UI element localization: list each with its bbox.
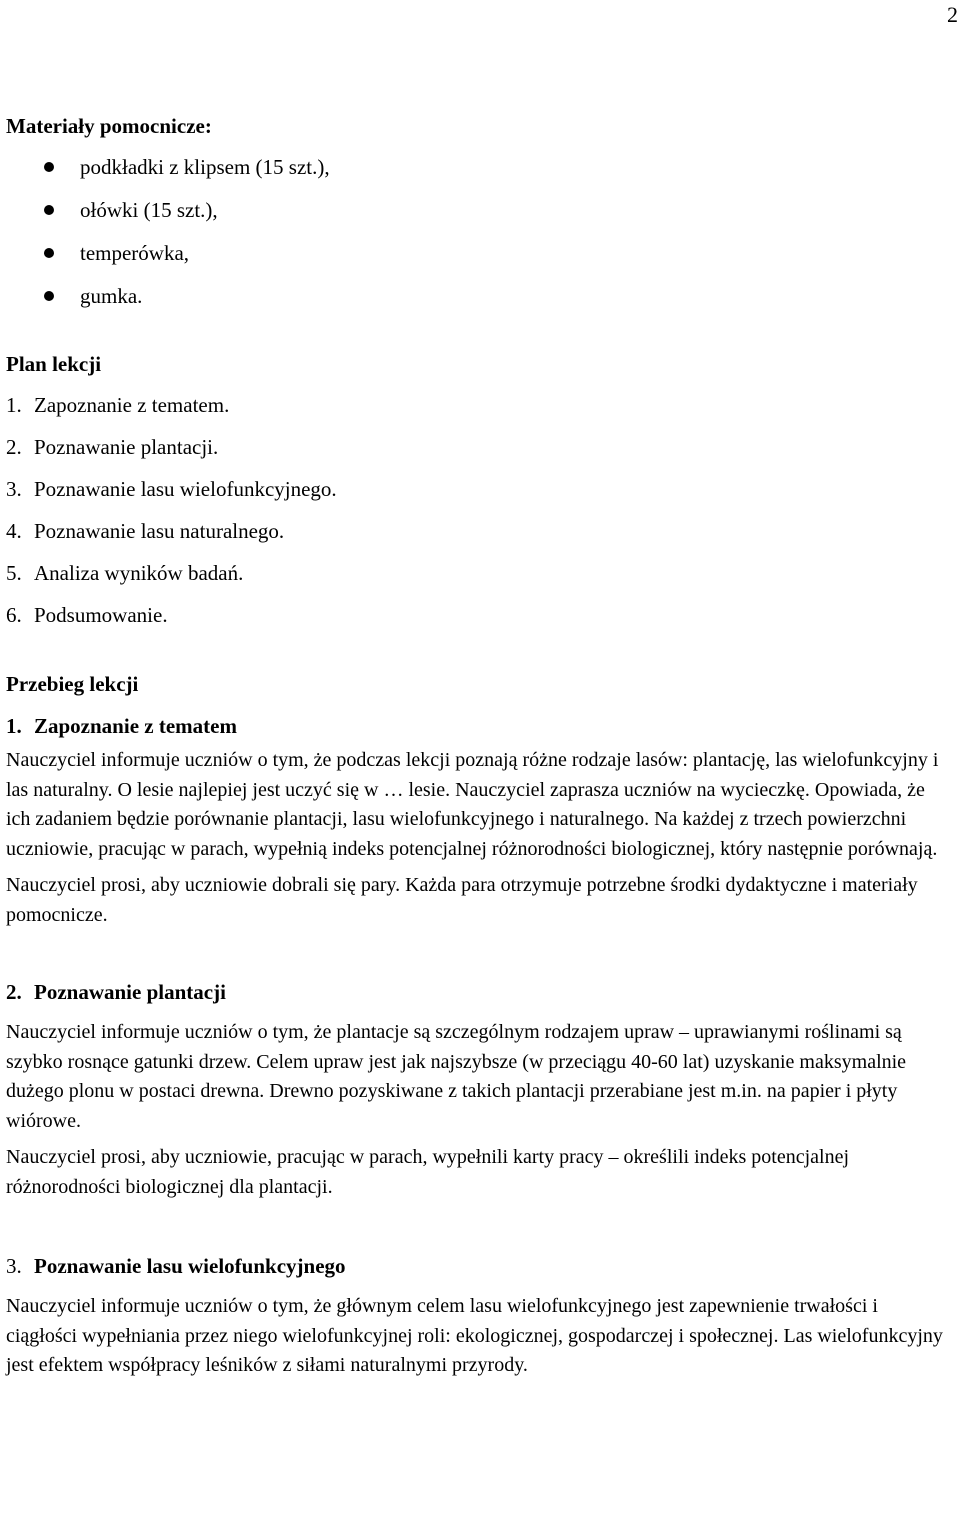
list-item-text: podkładki z klipsem (15 szt.),	[80, 155, 330, 179]
item-number: 1.	[6, 393, 22, 417]
list-item-text: ołówki (15 szt.),	[80, 198, 218, 222]
item-number: 4.	[6, 519, 22, 543]
page-number: 2	[947, 2, 958, 27]
section-number: 2.	[6, 980, 22, 1004]
section-heading	[6, 1252, 954, 1280]
list-item	[6, 283, 954, 326]
section-title: Poznawanie plantacji	[34, 980, 226, 1004]
materials-heading: Materiały pomocnicze:	[6, 114, 212, 138]
course-heading: Przebieg lekcji	[6, 672, 139, 696]
paragraph: Nauczyciel informuje uczniów o tym, że podczas lekcji poznają różne rodzaje lasów: plantację, las wielofunkcyjny i las naturalny. O lesie najlepiej jest uczyć się w … lesie. Nauczyciel zaprasza uczniów na wycieczkę. Opowiada, że ich zadaniem będzie porównanie plantacji, lasu wielofunkcyjnego i naturalnego. Na każdej z trzech powierzchni uczniowie, pracując w parach, wypełnią indeks potencjalnej różnorodności biologicznej, który następnie porównają.	[6, 749, 939, 860]
paragraph: Nauczyciel informuje uczniów o tym, że głównym celem lasu wielofunkcyjnego jest zapewnienie trwałości i ciągłości wypełniania przez niego wielofunkcyjnej roli: ekologicznej, gospodarczej i społecznej. Las wielofunkcyjny jest efektem współpracy leśników z siłami naturalnymi przyrody.	[6, 1295, 943, 1376]
list-item	[6, 434, 954, 476]
list-item	[6, 476, 954, 518]
section-heading	[6, 712, 954, 740]
list-item-text: gumka.	[80, 284, 143, 308]
list-item	[6, 197, 954, 240]
section-heading	[6, 978, 954, 1006]
list-item	[6, 154, 954, 197]
materials-list	[6, 154, 954, 326]
list-item	[6, 560, 954, 602]
plan-list	[6, 392, 954, 644]
list-item	[6, 392, 954, 434]
list-item-text: Podsumowanie.	[34, 603, 168, 627]
list-item-text: temperówka,	[80, 241, 190, 265]
list-item-text: Poznawanie plantacji.	[34, 435, 219, 459]
paragraph: Nauczyciel informuje uczniów o tym, że plantacje są szczególnym rodzajem upraw – uprawianymi roślinami są szybko rosnące gatunki drzew. Celem upraw jest jak najszybsze (w przeciągu 40-60 lat) uzyskanie maksymalnie dużego plonu w postaci drewna. Drewno pozyskiwane z takich plantacji przerabiane jest m.in. na papier i płyty wiórowe.	[6, 1021, 907, 1132]
list-item	[6, 240, 954, 283]
paragraph: Nauczyciel prosi, aby uczniowie dobrali się pary. Każda para otrzymuje potrzebne środki dydaktyczne i materiały pomocnicze.	[6, 874, 918, 926]
bullet-icon	[44, 248, 54, 258]
document-body	[6, 112, 954, 1381]
section-number: 3.	[6, 1254, 22, 1278]
bullet-icon	[44, 291, 54, 301]
list-item-text: Analiza wyników badań.	[34, 561, 244, 585]
list-item-text: Poznawanie lasu wielofunkcyjnego.	[34, 477, 337, 501]
bullet-icon	[44, 162, 54, 172]
section-title: Poznawanie lasu wielofunkcyjnego	[34, 1254, 346, 1278]
list-item-text: Zapoznanie z tematem.	[34, 393, 230, 417]
list-item-text: Poznawanie lasu naturalnego.	[34, 519, 285, 543]
item-number: 3.	[6, 477, 22, 501]
item-number: 5.	[6, 561, 22, 585]
item-number: 6.	[6, 603, 22, 627]
bullet-icon	[44, 205, 54, 215]
list-item	[6, 602, 954, 644]
plan-heading: Plan lekcji	[6, 352, 102, 376]
section-number: 1.	[6, 714, 22, 738]
paragraph: Nauczyciel prosi, aby uczniowie, pracując w parach, wypełnili karty pracy – określili indeks potencjalnej różnorodności biologicznej dla plantacji.	[6, 1146, 850, 1198]
list-item	[6, 518, 954, 560]
section-title: Zapoznanie z tematem	[34, 714, 237, 738]
item-number: 2.	[6, 435, 22, 459]
